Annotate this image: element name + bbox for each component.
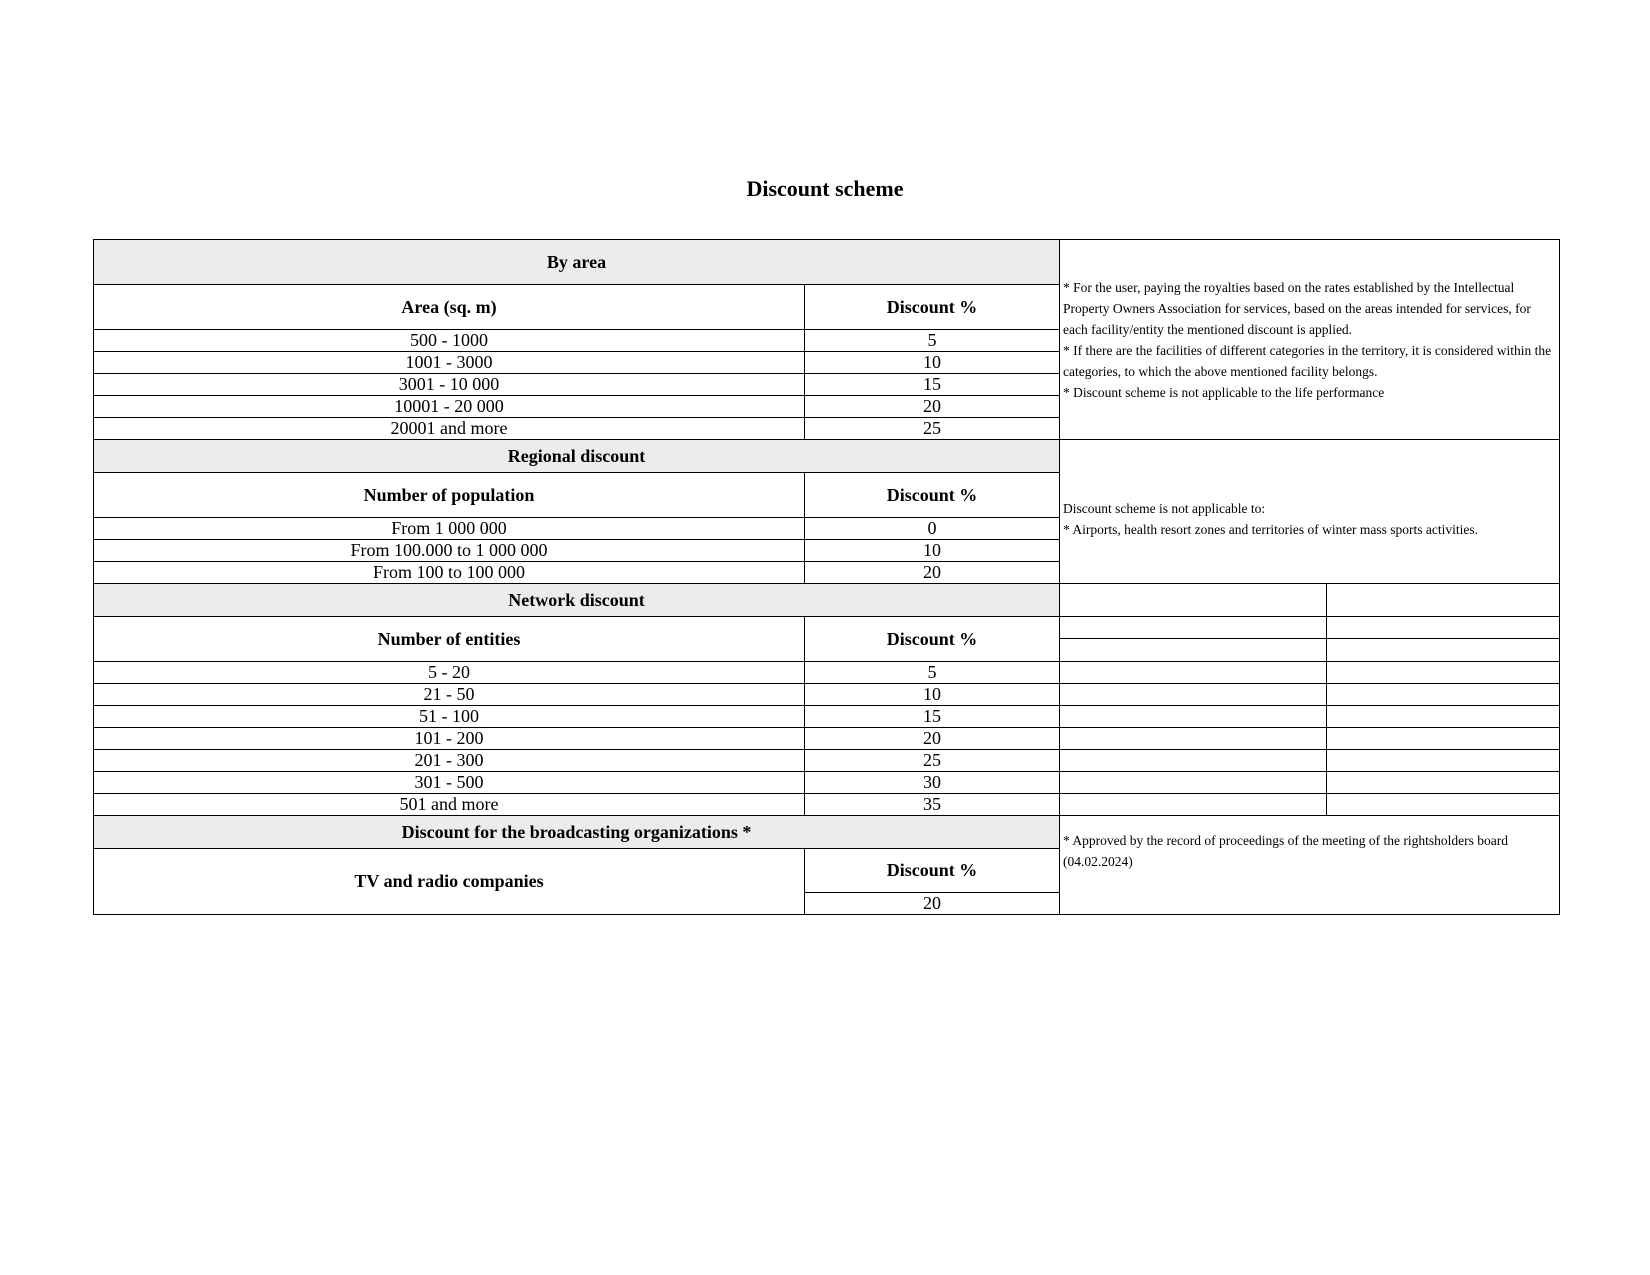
range-cell: 10001 - 20 000 (94, 396, 805, 418)
table-row (94, 750, 1560, 772)
notes-broadcasting (1060, 816, 1560, 915)
empty-cell (1060, 684, 1327, 706)
discount-cell: 10 (805, 352, 1060, 374)
note-line: * If there are the facilities of different categories in the territory, it is considered within the categories, to which the above mentioned facility belongs. (1063, 342, 1552, 379)
range-cell: 501 and more (94, 794, 805, 816)
discount-cell: 35 (805, 794, 1060, 816)
table-row (94, 728, 1560, 750)
column-header-population: Number of population (94, 473, 805, 518)
range-cell: 5 - 20 (94, 662, 805, 684)
discount-cell: 25 (805, 418, 1060, 440)
empty-cell (1327, 728, 1560, 750)
note-line: * Approved by the record of proceedings of the meeting of the rightsholders board (04.02.2024) (1063, 833, 1509, 869)
note-line: Discount scheme is not applicable to: (1063, 500, 1266, 516)
discount-cell: 25 (805, 750, 1060, 772)
range-cell: 51 - 100 (94, 706, 805, 728)
table-row (94, 662, 1560, 684)
empty-cell (1327, 639, 1560, 662)
empty-cell (1060, 794, 1327, 816)
discount-cell: 0 (805, 518, 1060, 540)
range-cell: 500 - 1000 (94, 330, 805, 352)
range-cell: From 100.000 to 1 000 000 (94, 540, 805, 562)
range-cell: 3001 - 10 000 (94, 374, 805, 396)
range-cell: From 1 000 000 (94, 518, 805, 540)
section-heading-regional: Regional discount (94, 440, 1060, 473)
column-header-discount: Discount % (805, 849, 1060, 893)
empty-cell (1327, 772, 1560, 794)
column-header-discount: Discount % (805, 473, 1060, 518)
empty-cell (1060, 750, 1327, 772)
empty-cell (1327, 684, 1560, 706)
notes-by-area (1060, 240, 1560, 440)
table-row (94, 706, 1560, 728)
empty-cell (1060, 662, 1327, 684)
empty-cell (1060, 706, 1327, 728)
empty-cell (1060, 639, 1327, 662)
range-cell: 201 - 300 (94, 750, 805, 772)
discount-scheme-table (93, 239, 1560, 915)
discount-cell: 15 (805, 706, 1060, 728)
table-row (94, 684, 1560, 706)
note-line: * For the user, paying the royalties based on the rates established by the Intellectual Property Owners Association for services, based on the areas intended for services, for each facility/entity the mentioned discount is applied. (1063, 279, 1531, 337)
column-header-area: Area (sq. m) (94, 285, 805, 330)
column-header-discount: Discount % (805, 617, 1060, 662)
range-cell: 101 - 200 (94, 728, 805, 750)
discount-cell: 30 (805, 772, 1060, 794)
empty-cell (1327, 794, 1560, 816)
empty-cell (1327, 750, 1560, 772)
section-heading-by-area: By area (94, 240, 1060, 285)
empty-cell (1327, 706, 1560, 728)
empty-cell (1327, 617, 1560, 639)
discount-cell: 15 (805, 374, 1060, 396)
section-row-by-area (94, 240, 1560, 285)
section-heading-network: Network discount (94, 584, 1060, 617)
section-row-network (94, 584, 1560, 617)
empty-cell (1060, 617, 1327, 639)
broadcasting-companies-label: TV and radio companies (94, 849, 805, 915)
discount-cell: 20 (805, 562, 1060, 584)
column-header-row (94, 617, 1560, 639)
section-row-regional (94, 440, 1560, 473)
notes-regional (1060, 440, 1560, 584)
table-row (94, 772, 1560, 794)
empty-cell (1060, 584, 1327, 617)
note-line: * Discount scheme is not applicable to the life performance (1063, 384, 1385, 400)
empty-cell (1327, 662, 1560, 684)
range-cell: 20001 and more (94, 418, 805, 440)
discount-cell: 20 (805, 728, 1060, 750)
empty-cell (1327, 584, 1560, 617)
section-row-broadcasting (94, 816, 1560, 849)
page-title: Discount scheme (746, 176, 904, 201)
discount-cell: 20 (805, 396, 1060, 418)
range-cell: 21 - 50 (94, 684, 805, 706)
discount-cell: 5 (805, 330, 1060, 352)
note-line: * Airports, health resort zones and territories of winter mass sports activities. (1063, 521, 1479, 537)
column-header-discount: Discount % (805, 285, 1060, 330)
range-cell: From 100 to 100 000 (94, 562, 805, 584)
empty-cell (1060, 772, 1327, 794)
discount-cell: 20 (805, 893, 1060, 915)
discount-cell: 10 (805, 540, 1060, 562)
column-header-entities: Number of entities (94, 617, 805, 662)
discount-cell: 10 (805, 684, 1060, 706)
discount-cell: 5 (805, 662, 1060, 684)
table-row (94, 794, 1560, 816)
range-cell: 301 - 500 (94, 772, 805, 794)
section-heading-broadcasting: Discount for the broadcasting organizations * (94, 816, 1060, 849)
range-cell: 1001 - 3000 (94, 352, 805, 374)
empty-cell (1060, 728, 1327, 750)
